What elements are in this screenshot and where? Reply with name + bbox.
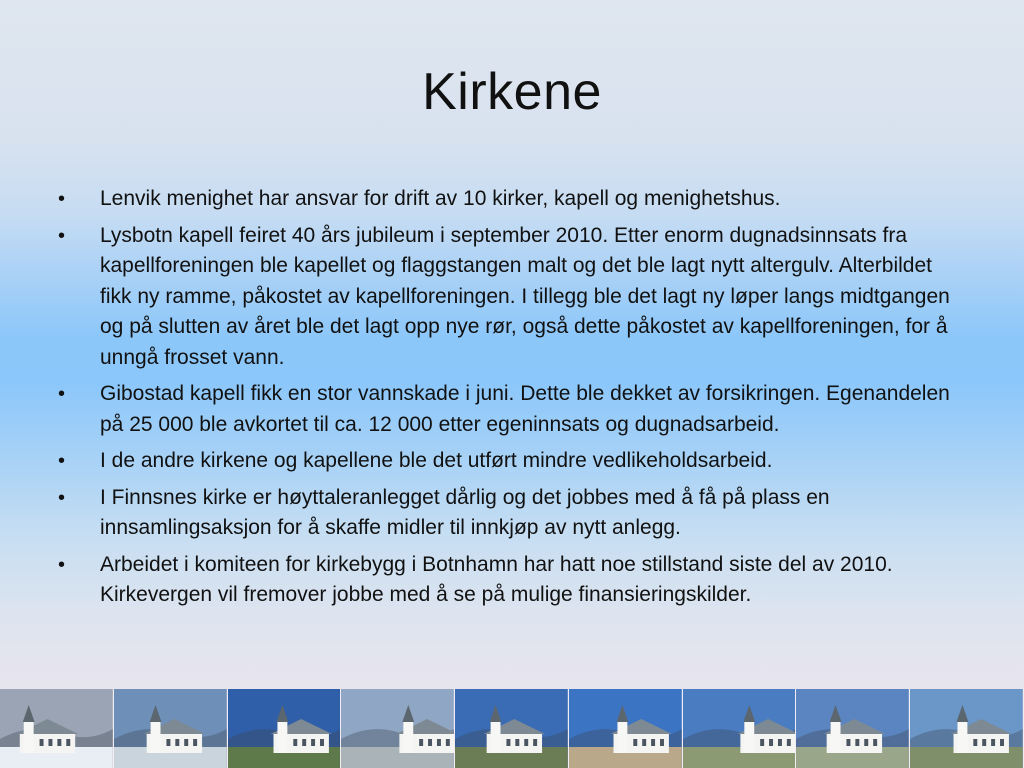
bullet-item: [58, 446, 968, 477]
bullet-text: I de andre kirkene og kapellene ble det utført mindre vedlikeholdsarbeid.: [100, 449, 773, 472]
bullet-text: Lysbotn kapell feiret 40 års jubileum i september 2010. Etter enorm dugnadsinnsats fra kapellforeningen ble kapellet og flaggstangen malt og det ble lagt nytt altergulv. Alterbildet fikk ny ramme, påkostet av kapellforeningen. I tillegg ble det lagt ny løper langs midtgangen og på slutten av året ble det lagt opp nye rør, også dette påkostet av kapellforeningen, for å unngå frosset vann.: [100, 223, 950, 369]
church-photo-3: [228, 689, 342, 768]
church-photo-5: [455, 689, 569, 768]
bullet-text: I Finnsnes kirke er høyttaleranlegget dårlig og det jobbes med å få på plass en innsamlingsaksjon for å skaffe midler til innkjøp av nytt anlegg.: [100, 485, 830, 539]
church-photo-6: [569, 689, 683, 768]
church-photo-strip: [0, 689, 1024, 768]
bullet-dot: •: [58, 188, 66, 210]
bullet-item: [58, 379, 968, 440]
church-photo-7: [683, 689, 797, 768]
bullet-dot: •: [58, 450, 66, 472]
bullet-list: [58, 184, 968, 617]
church-photo-1: [0, 689, 114, 768]
bullet-item: [58, 550, 968, 611]
bullet-dot: •: [58, 383, 66, 405]
bullet-dot: •: [58, 486, 66, 509]
bullet-dot: •: [58, 224, 66, 247]
bullet-text: Arbeidet i komiteen for kirkebygg i Botnhamn har hatt noe stillstand siste del av 2010. Kirkevergen vil fremover jobbe med å se på mulige finansieringskilder.: [100, 552, 893, 606]
church-photo-2: [114, 689, 228, 768]
church-photo-8: [796, 689, 910, 768]
bullet-dot: •: [58, 553, 66, 576]
church-photo-4: [341, 689, 455, 768]
bullet-item: [58, 221, 968, 374]
slide-title: Kirkene: [422, 63, 602, 121]
church-photo-9: [910, 689, 1024, 768]
bullet-item: [58, 483, 968, 544]
bullet-text: Lenvik menighet har ansvar for drift av 10 kirker, kapell og menighetshus.: [100, 187, 781, 210]
bullet-item: [58, 184, 968, 215]
bullet-text: Gibostad kapell fikk en stor vannskade i juni. Dette ble dekket av forsikringen. Egenandelen på 25 000 ble avkortet til ca. 12 000 etter egeninnsats og dugnadsarbeid.: [100, 382, 950, 436]
